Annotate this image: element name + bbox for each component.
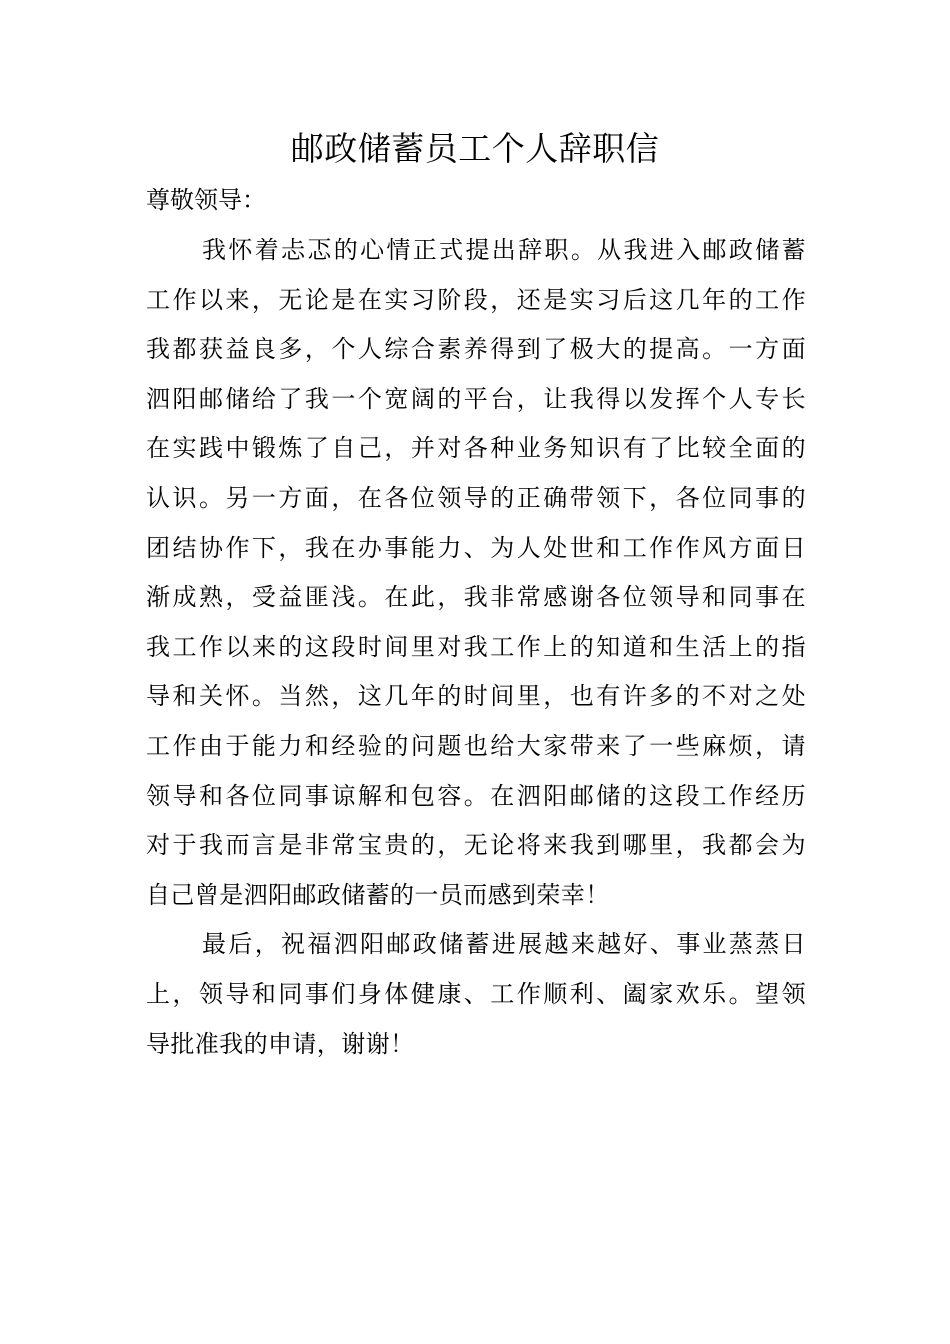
text-line: 团结协作下，我在办事能力、为人处世和工作作风方面日	[146, 533, 806, 562]
text-line: 渐成熟，受益匪浅。在此，我非常感谢各位领导和同事在	[146, 583, 806, 612]
text-line: 上，领导和同事们身体健康、工作顺利、阖家欢乐。望领	[146, 979, 806, 1008]
text-line: 在实践中锻炼了自己，并对各种业务知识有了比较全面的	[146, 434, 806, 463]
text-line: 我都获益良多，个人综合素养得到了极大的提高。一方面	[146, 335, 806, 364]
text-line: 工作以来，无论是在实习阶段，还是实习后这几年的工作	[146, 285, 806, 314]
text-line: 我工作以来的这段时间里对我工作上的知道和生活上的指	[146, 632, 806, 661]
text-line: 认识。另一方面，在各位领导的正确带领下，各位同事的	[146, 483, 806, 512]
text-line: 工作由于能力和经验的问题也给大家带来了一些麻烦，请	[146, 731, 806, 760]
document-title: 邮政储蓄员工个人辞职信	[290, 129, 660, 168]
text-line: 对于我而言是非常宝贵的，无论将来我到哪里，我都会为	[146, 831, 806, 860]
text-line: 导和关怀。当然，这几年的时间里，也有许多的不对之处	[146, 682, 806, 711]
letter-body	[146, 226, 806, 1069]
text-line: 我怀着忐忑的心情正式提出辞职。从我进入邮政储蓄	[202, 236, 806, 264]
salutation: 尊敬领导：	[146, 186, 266, 214]
text-line: 泗阳邮储给了我一个宽阔的平台，让我得以发挥个人专长	[146, 384, 806, 413]
text-line: 领导和各位同事谅解和包容。在泗阳邮储的这段工作经历	[146, 781, 806, 810]
text-line: 导批准我的申请，谢谢！	[146, 1029, 415, 1058]
text-line: 最后，祝福泗阳邮政储蓄进展越来越好、事业蒸蒸日	[202, 930, 806, 959]
body-paragraph-2	[146, 920, 806, 1069]
body-paragraph-1	[146, 226, 806, 920]
text-line: 自己曾是泗阳邮政储蓄的一员而感到荣幸！	[146, 880, 610, 909]
